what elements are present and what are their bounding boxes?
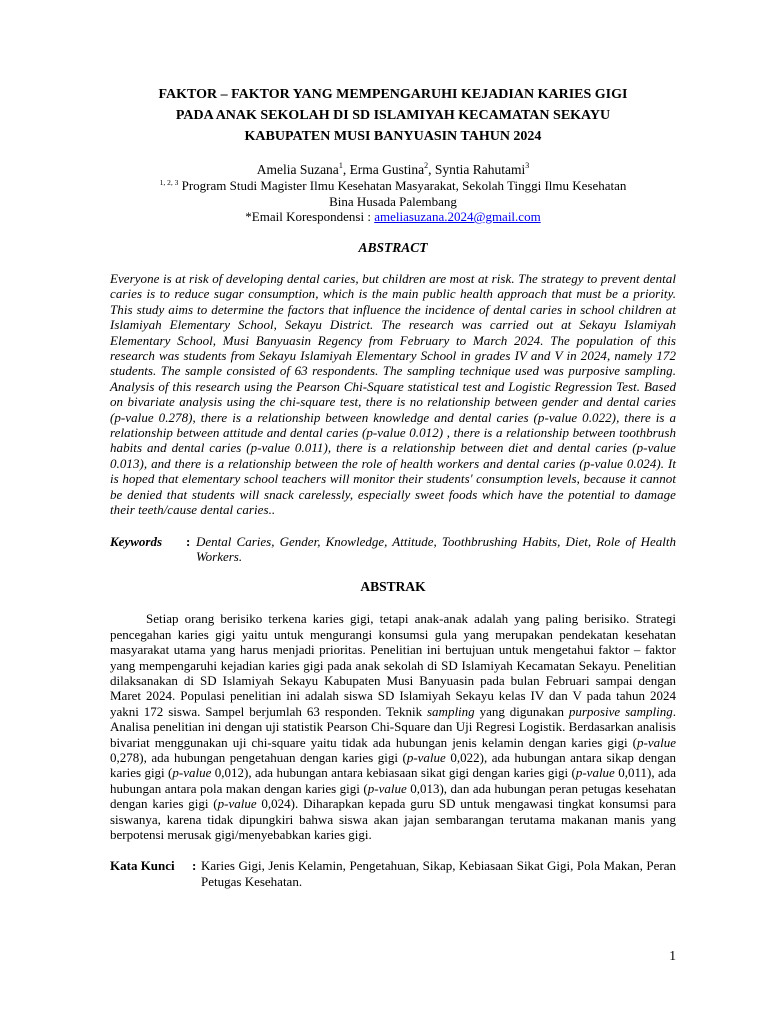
affiliation-line-2: Bina Husada Palembang <box>329 193 457 209</box>
abstrak-run: p-value <box>367 780 407 796</box>
abstrak-run: Setiap orang berisiko terkena karies gigi, tetapi anak-anak adalah yang paling berisiko. Strategi pencegahan karies gigi yaitu untuk mengurangi konsumsi gula yang merupakan pendekatan kesehatan masyarakat utama yang harus menjadi prioritas. Penelitian ini bertujuan untuk mengetahui faktor – faktor yang mempengaruhi kejadian karies gigi pada anak sekolah di SD Islamiyah Kecamatan Sekayu. Penelitian dilaksanakan di SD Islamiyah Sekayu Kabupaten Musi Banyuasin pada bulan Februari sampai dengan Maret 2024. Populasi penelitian ini adalah siswa SD Islamiyah Sekayu kelas IV dan V pada tahun 2024 yakni 172 siswa. Sampel berjumlah 63 responden. Teknik <box>110 611 676 719</box>
email-label: *Email Korespondensi : <box>245 209 375 224</box>
abstrak-run: yang digunakan <box>474 703 569 719</box>
author-sup: 1 <box>338 161 343 170</box>
abstrak-run: 0,012), ada hubungan antara kebiasaan sikat gigi dengan karies gigi ( <box>211 765 576 781</box>
abstrak-run: p-value <box>406 749 446 765</box>
abstrak-run: 0,013), dan ada hubungan peran petugas kesehatan dengan karies gigi ( <box>110 780 676 812</box>
author-name: Syntia Rahutami <box>434 162 526 177</box>
affiliation-sup: 1, 2, 3 <box>159 178 179 187</box>
kata-kunci-label: Kata Kunci <box>110 858 175 874</box>
abstrak-run: purposive sampling <box>568 703 673 719</box>
abstrak-run: p-value <box>172 765 212 781</box>
abstrak-run: p-value <box>575 765 615 781</box>
abstrak-run: 0,022), ada hubungan antara sikap dengan karies gigi ( <box>110 749 676 781</box>
correspondence-email <box>110 209 676 225</box>
abstrak-run: 0,024). Diharapkan kepada guru SD untuk mengawasi tingkat konsumsi para siswanya, karena tidak dipungkiri bahwa siswa akan jajan sembarangan terutama makanan manis yang berpotensi merusak gigi/menyebabkan karies gigi. <box>110 796 677 842</box>
keywords-text: Dental Caries, Gender, Knowledge, Attitude, Toothbrushing Habits, Diet, Role of Health Workers. <box>196 533 676 564</box>
author-name: Amelia Suzana <box>256 162 339 177</box>
author-sep: , <box>428 162 435 177</box>
kata-kunci <box>110 858 676 889</box>
keywords-colon: : <box>186 533 191 549</box>
paper-title <box>110 84 676 147</box>
abstrak-run: . Analisa penelitian ini dengan uji statistik Pearson Chi-Square dan Uji Regresi Logistik. Berdasarkan analisis bivariat menggunakan uji chi-square yaitu tidak ada hubungan jenis kelamin dengan karies gigi ( <box>110 703 676 750</box>
affiliation-line: Program Studi Magister Ilmu Kesehatan Masyarakat, Sekolah Tinggi Ilmu Kesehatan <box>178 178 627 193</box>
abstrak-run: sampling <box>427 703 475 719</box>
title-line: KABUPATEN MUSI BANYUASIN TAHUN 2024 <box>244 129 542 144</box>
abstrak-run: 0,278), ada hubungan pengetahuan dengan karies gigi ( <box>110 749 407 765</box>
author-name: Erma Gustina <box>349 162 425 177</box>
email-link[interactable]: ameliasuzana.2024@gmail.com <box>374 209 541 224</box>
abstract-heading: ABSTRACT <box>358 240 428 255</box>
abstrak-run: p-value <box>637 734 676 750</box>
title-line: PADA ANAK SEKOLAH DI SD ISLAMIYAH KECAMATAN SEKAYU <box>175 108 611 123</box>
paper-page <box>110 84 676 889</box>
abstract-indonesian <box>110 611 676 842</box>
title-line: FAKTOR – FAKTOR YANG MEMPENGARUHI KEJADIAN KARIES GIGI <box>158 87 628 102</box>
author-sup: 3 <box>525 161 530 170</box>
keywords-label: Keywords <box>110 533 162 549</box>
author-sup: 2 <box>424 161 429 170</box>
abstract-english: Everyone is at risk of developing dental caries, but children are most at risk. The strategy to prevent dental caries is to reduce sugar consumption, which is the main public health approach that must be a priority. This study aims to determine the factors that influence the incidence of dental caries in school children at Islamiyah Elementary School, Sekayu District. The research was carried out at Sekayu Islamiyah Elementary School, Musi Banyuasin Regency from February to March 2024. The population of this research was students from Sekayu Islamiyah Elementary School in grades IV and V in 2024, namely 172 students. The sample consisted of 63 respondents. The sampling technique used was purposive sampling. Analysis of this research using the Pearson Chi-Square statistical test and Logistic Regression Test. Based on bivariate analysis using the chi-square test, there is no relationship between gender and dental caries (p-value 0.278), there is a relationship between knowledge and dental caries (p-value 0.022), there is a relationship between attitude and dental caries (p-value 0.012) , there is a relationship between toothbrush habits and dental caries (p-value 0.011), there is a relationship between diet and dental caries (p-value 0.013), and there is a relationship between the role of health workers and dental caries (p-value 0.024). It is hoped that elementary school teachers will monitor their students' consumption levels, because it cannot be denied that students will snack carelessly, especially sweet foods which have the potential to damage their teeth/cause dental caries.. <box>110 271 676 518</box>
page-number: 1 <box>669 948 676 963</box>
abstrak-run: p-value <box>217 796 257 812</box>
kata-kunci-text: Karies Gigi, Jenis Kelamin, Pengetahuan, Sikap, Kebiasaan Sikat Gigi, Pola Makan, Peran Petugas Kesehatan. <box>201 858 676 889</box>
abstrak-heading: ABSTRAK <box>360 579 426 595</box>
keywords <box>110 534 676 565</box>
affiliation <box>110 178 676 194</box>
author-sep: , <box>342 162 350 177</box>
abstrak-run: 0,011), ada hubungan antara pola makan dengan karies gigi ( <box>110 765 677 796</box>
kata-kunci-colon: : <box>192 858 197 874</box>
author-list <box>110 162 676 178</box>
